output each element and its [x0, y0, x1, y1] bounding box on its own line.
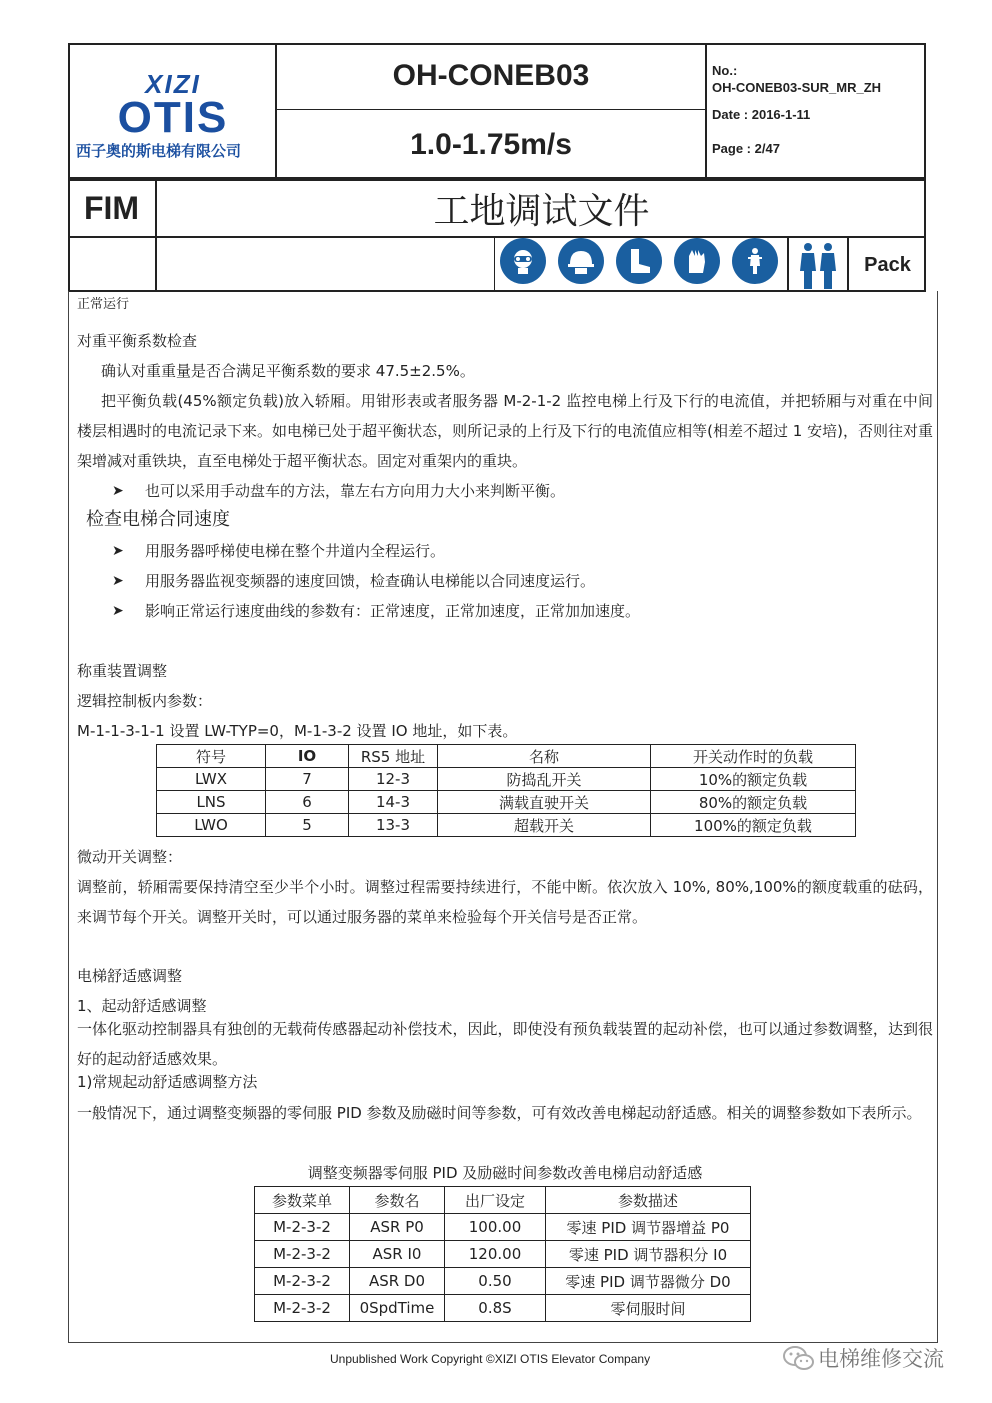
section-label: 正常运行 — [77, 297, 130, 312]
speed-check-bullet: 用服务器监视变频器的速度回馈，检查确认电梯能以合同速度运行。 — [145, 572, 596, 590]
table-row — [255, 1268, 751, 1295]
table-cell: 12-3 — [349, 768, 438, 791]
table-header-cell: 名称 — [438, 745, 651, 768]
table-header-cell: 出厂设定 — [445, 1187, 546, 1214]
table-header-cell: 开关动作时的负载 — [651, 745, 856, 768]
table-row — [157, 814, 856, 837]
page-number: Page : 2/47 — [712, 141, 780, 156]
company-name: 西子奥的斯电梯有限公司 — [76, 142, 242, 160]
table-row — [255, 1214, 751, 1241]
table-row — [255, 1241, 751, 1268]
speed-range: 1.0-1.75m/s — [410, 127, 572, 161]
table-cell: ASR P0 — [350, 1214, 445, 1241]
arrow-bullet-icon: ➤ — [112, 573, 124, 589]
two-persons-icon — [792, 239, 844, 291]
table-header-cell: RS5 地址 — [349, 745, 438, 768]
table-cell: ASR I0 — [350, 1241, 445, 1268]
counterweight-requirement: 确认对重重量是否合满足平衡系数的要求 47.5±2.5%。 — [101, 362, 475, 380]
table-cell: LWX — [157, 768, 266, 791]
comfort-method-title: 1)常规起动舒适感调整方法 — [77, 1073, 258, 1091]
doc-date: Date : 2016-1-11 — [712, 107, 811, 122]
table-cell: 零速 PID 调节器微分 D0 — [546, 1268, 751, 1295]
weighing-subtitle: 逻辑控制板内参数： — [77, 692, 213, 710]
table-cell: LWO — [157, 814, 266, 837]
table-header-cell: IO — [266, 745, 349, 768]
table-cell: 0.8S — [445, 1295, 546, 1322]
table-cell: 5 — [266, 814, 349, 837]
table-header-row — [255, 1187, 751, 1214]
logo-xizi: XIZI — [145, 69, 201, 99]
table-header-cell: 参数菜单 — [255, 1187, 350, 1214]
weighing-table — [156, 744, 856, 837]
weighing-title: 称重装置调整 — [77, 662, 168, 680]
speed-check-bullet: 用服务器呼梯使电梯在整个井道内全程运行。 — [145, 542, 446, 560]
table-header-cell: 参数描述 — [546, 1187, 751, 1214]
comfort-method-paragraph: 一般情况下，通过调整变频器的零伺服 PID 参数及励磁时间等参数，可有效改善电梯起动舒适感。相关的调整参数如下表所示。 — [77, 1104, 922, 1122]
table-cell: ASR D0 — [350, 1268, 445, 1295]
table-header-cell: 符号 — [157, 745, 266, 768]
doc-code: OH-CONEB03 — [392, 59, 590, 92]
table-cell: 100%的额定负载 — [651, 814, 856, 837]
table-cell: 120.00 — [445, 1241, 546, 1268]
table-cell: LNS — [157, 791, 266, 814]
comfort-subtitle: 1、起动舒适感调整 — [77, 997, 207, 1015]
table-cell: M-2-3-2 — [255, 1295, 350, 1322]
table-cell: 7 — [266, 768, 349, 791]
table-cell: 14-3 — [349, 791, 438, 814]
table-cell: M-2-3-2 — [255, 1268, 350, 1295]
logo-otis: OTIS — [117, 93, 229, 142]
table-cell: 零伺服时间 — [546, 1295, 751, 1322]
table-cell: 10%的额定负载 — [651, 768, 856, 791]
speed-check-bullet: 影响正常运行速度曲线的参数有：正常速度，正常加速度，正常加加速度。 — [145, 602, 641, 620]
table-cell: 0.50 — [445, 1268, 546, 1295]
document-title: 工地调试文件 — [433, 191, 650, 232]
goggles-icon — [500, 238, 546, 284]
document-header — [68, 43, 926, 292]
table-caption: 调整变频器零伺服 PID 及励磁时间参数改善电梯启动舒适感 — [307, 1164, 703, 1182]
pack-label: Pack — [864, 253, 911, 276]
arrow-bullet-icon: ➤ — [112, 603, 124, 619]
table-cell: M-2-3-2 — [255, 1214, 350, 1241]
helmet-icon — [558, 238, 604, 284]
counterweight-paragraph: 把平衡负载(45%额定负载)放入轿厢。用钳形表或者服务器 M-2-1-2 监控电梯上行及下行的电流值，并把轿厢与对重在中间楼层相遇时的电流记录下来。如电梯已处于超平衡状态，则所记录的上行及下行的电流值应相等(相差不超过 1 安培)，否则往对重架增减对重铁块，直至电梯处于超平衡状态。固定对重架内的重块。 — [77, 392, 933, 470]
wechat-icon — [782, 1344, 816, 1374]
table-cell: 防捣乱开关 — [438, 768, 651, 791]
counterweight-bullet: 也可以采用手动盘车的方法，靠左右方向用力大小来判断平衡。 — [145, 482, 566, 500]
doc-number-label: No.: — [712, 63, 738, 78]
fim-label: FIM — [83, 190, 140, 226]
speed-check-title: 检查电梯合同速度 — [86, 509, 230, 530]
harness-icon — [732, 238, 778, 284]
table-row — [157, 768, 856, 791]
arrow-bullet-icon: ➤ — [112, 483, 124, 499]
table-cell: 零速 PID 调节器积分 I0 — [546, 1241, 751, 1268]
table-cell: 满载直驶开关 — [438, 791, 651, 814]
table-cell: M-2-3-2 — [255, 1241, 350, 1268]
doc-number: OH-CONEB03-SUR_MR_ZH — [712, 80, 882, 95]
boots-icon — [616, 238, 662, 284]
table-cell: 13-3 — [349, 814, 438, 837]
counterweight-title: 对重平衡系数检查 — [77, 332, 198, 350]
table-cell: 6 — [266, 791, 349, 814]
comfort-paragraph: 一体化驱动控制器具有独创的无载荷传感器起动补偿技术，因此，即使没有预负载装置的起动补偿，也可以通过参数调整，达到很好的起动舒适感效果。 — [77, 1020, 933, 1068]
company-logo — [68, 43, 275, 179]
table-cell: 100.00 — [445, 1214, 546, 1241]
microswitch-title: 微动开关调整： — [77, 848, 183, 866]
gloves-icon — [674, 238, 720, 284]
table-row — [157, 791, 856, 814]
copyright-footer: Unpublished Work Copyright ©XIZI OTIS Elevator Company — [330, 1352, 651, 1366]
arrow-bullet-icon: ➤ — [112, 543, 124, 559]
table-cell: 80%的额定负载 — [651, 791, 856, 814]
table-header-cell: 参数名 — [350, 1187, 445, 1214]
table-header-row — [157, 745, 856, 768]
table-cell: 零速 PID 调节器增益 P0 — [546, 1214, 751, 1241]
table-cell: 0SpdTime — [350, 1295, 445, 1322]
table-cell: 超载开关 — [438, 814, 651, 837]
comfort-parameter-table — [254, 1186, 751, 1322]
watermark-text: 电梯维修交流 — [818, 1347, 944, 1371]
comfort-title: 电梯舒适感调整 — [77, 967, 183, 985]
microswitch-paragraph: 调整前，轿厢需要保持清空至少半个小时。调整过程需要持续进行，不能中断。依次放入 10%, 80%,100%的额度载重的砝码，来调节每个开关。调整开关时，可以通过服务器的菜单来检验每个开关信号是否正常。 — [77, 878, 933, 926]
table-row — [255, 1295, 751, 1322]
weighing-setting-line: M-1-1-3-1-1 设置 LW-TYP=0，M-1-3-2 设置 IO 地址，如下表。 — [77, 722, 518, 740]
